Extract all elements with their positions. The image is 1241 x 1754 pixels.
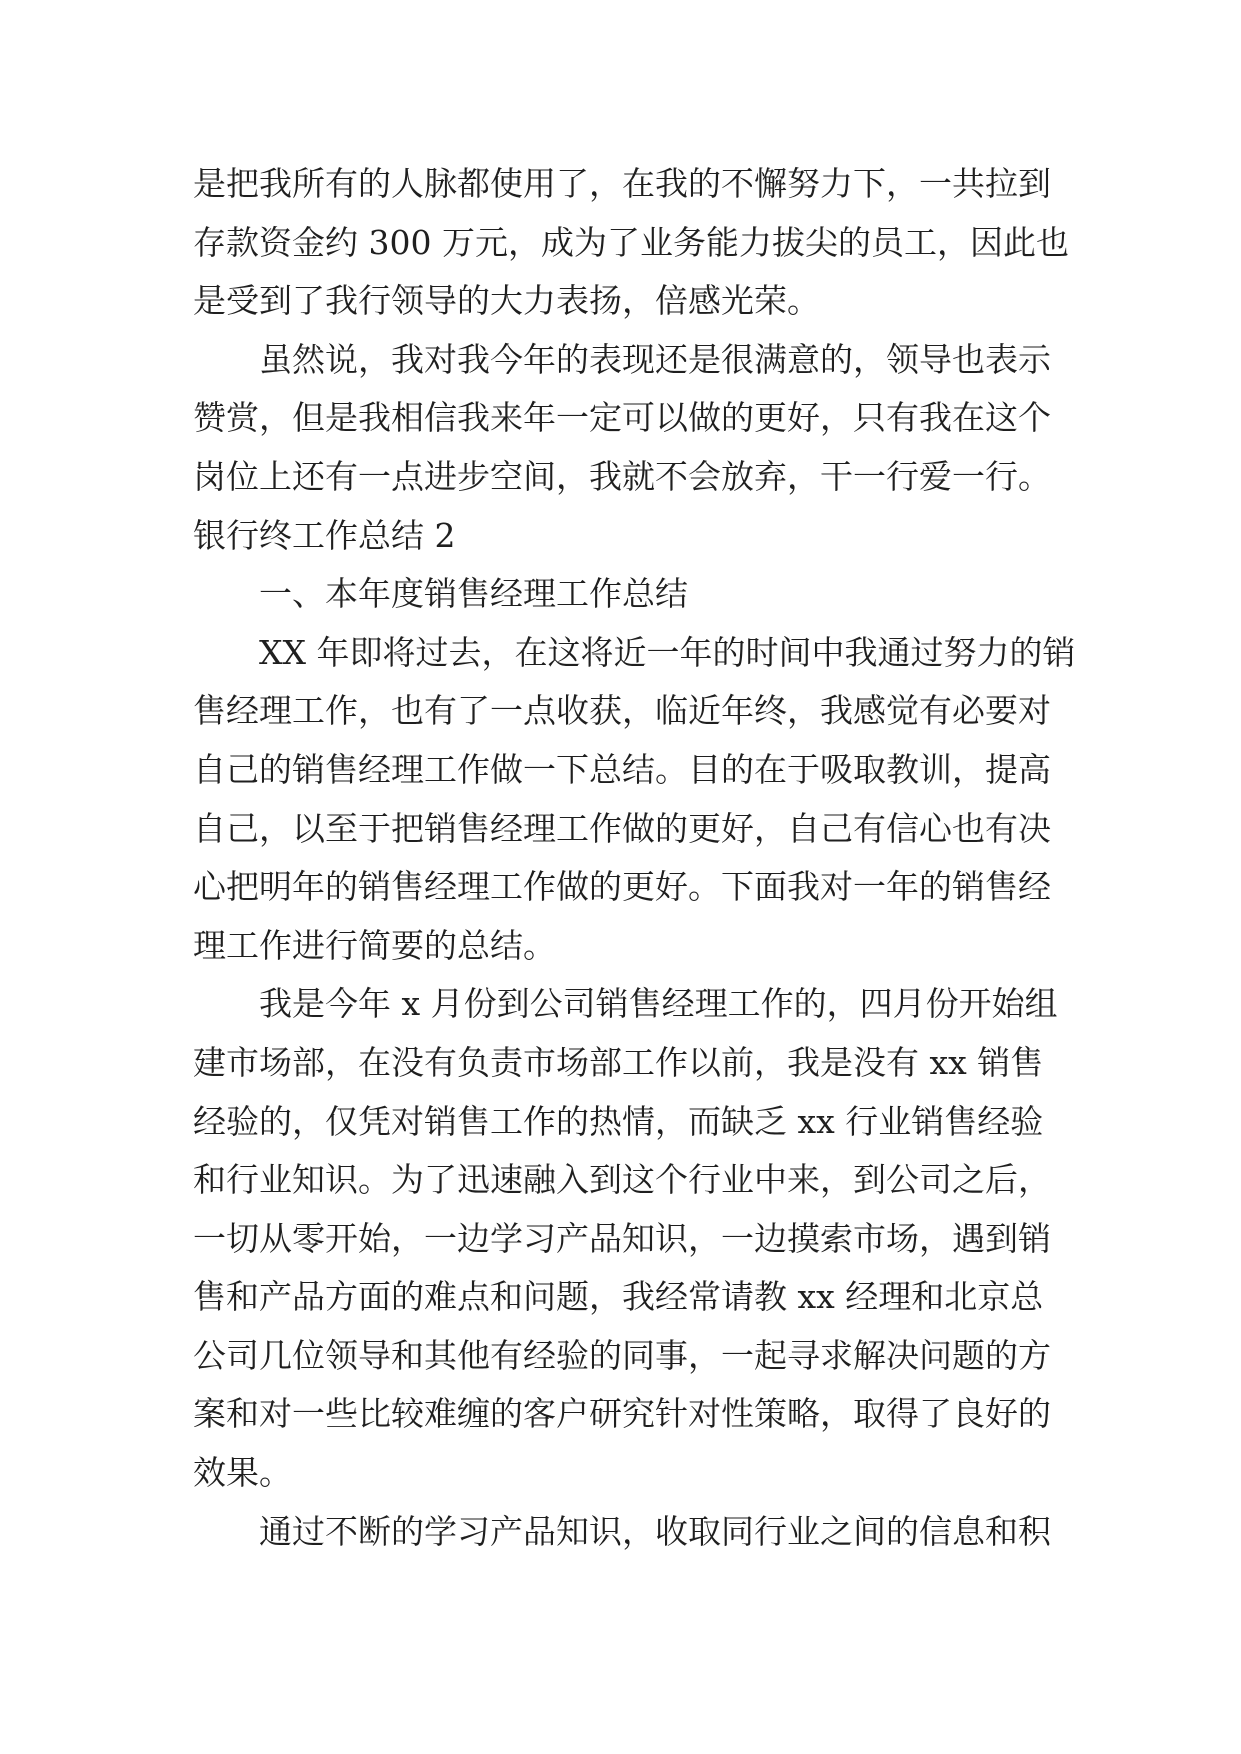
paragraph-first-line: 虽然说，我对我今年的表现还是很满意的，领导也表示: [259, 339, 1051, 379]
text-line: 一切从零开始，一边学习产品知识，一边摸索市场，遇到销: [193, 1218, 1051, 1258]
text-line: 售和产品方面的难点和问题，我经常请教 xx 经理和北京总: [193, 1277, 1044, 1317]
text-line: 理工作进行简要的总结。: [193, 925, 556, 965]
text-line: 自己，以至于把销售经理工作做的更好，自己有信心也有决: [193, 808, 1051, 848]
text-line: 建市场部，在没有负责市场部工作以前，我是没有 xx 销售: [193, 1042, 1044, 1082]
text-line: 存款资金约 300 万元，成为了业务能力拔尖的员工，因此也: [193, 222, 1069, 262]
paragraph-first-line: 我是今年 x 月份到公司销售经理工作的，四月份开始组: [259, 984, 1058, 1024]
text-line: 经验的，仅凭对销售工作的热情，而缺乏 xx 行业销售经验: [193, 1101, 1044, 1141]
section-heading: 一、本年度销售经理工作总结: [259, 574, 688, 614]
text-line: 和行业知识。为了迅速融入到这个行业中来，到公司之后，: [193, 1160, 1051, 1200]
paragraph-first-line: 通过不断的学习产品知识，收取同行业之间的信息和积: [259, 1511, 1051, 1551]
text-line: 是受到了我行领导的大力表扬，倍感光荣。: [193, 281, 820, 321]
text-line: 案和对一些比较难缠的客户研究针对性策略，取得了良好的: [193, 1394, 1051, 1434]
text-line: 是把我所有的人脉都使用了，在我的不懈努力下，一共拉到: [193, 164, 1051, 203]
text-line: 公司几位领导和其他有经验的同事，一起寻求解决问题的方: [193, 1335, 1051, 1375]
text-line: 售经理工作，也有了一点收获，临近年终，我感觉有必要对: [193, 691, 1051, 731]
text-line: 心把明年的销售经理工作做的更好。下面我对一年的销售经: [193, 867, 1051, 907]
document-body: [193, 155, 1076, 1561]
text-line: 赞赏，但是我相信我来年一定可以做的更好，只有我在这个: [193, 398, 1051, 438]
text-line: 效果。: [193, 1453, 292, 1493]
section-title: 银行终工作总结 2: [193, 515, 456, 555]
paragraph-first-line: XX 年即将过去，在这将近一年的时间中我通过努力的销: [259, 632, 1076, 672]
text-line: 岗位上还有一点进步空间，我就不会放弃，干一行爱一行。: [193, 456, 1051, 496]
text-line: 自己的销售经理工作做一下总结。目的在于吸取教训，提高: [193, 749, 1051, 789]
